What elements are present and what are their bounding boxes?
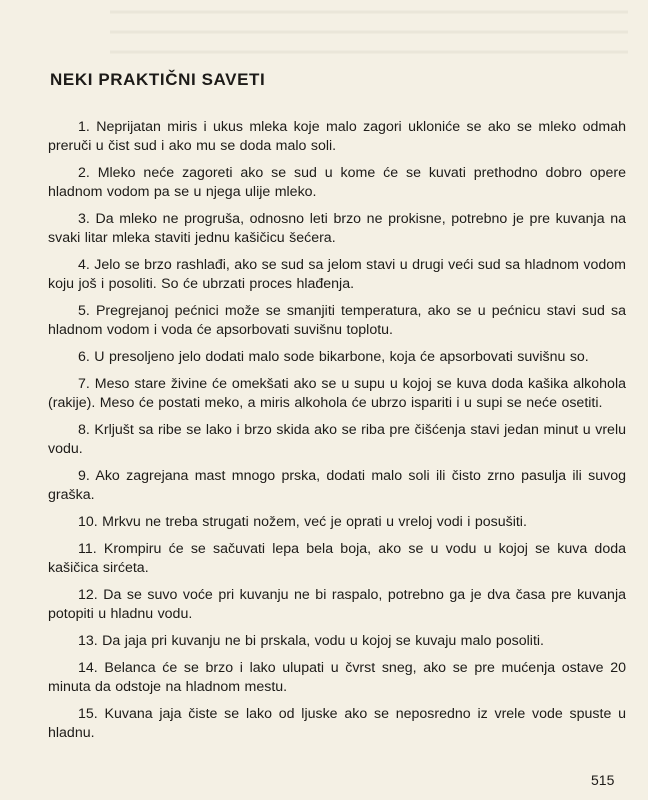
tip-paragraph: 9. Ako zagrejana mast mnogo prska, dodati malo soli ili čisto zrno pasulja ili suvog graška. xyxy=(48,468,626,503)
tip-paragraph: 4. Jelo se brzo rashlađi, ako se sud sa jelom stavi u drugi veći sud sa hladnom vodom koju još i posoliti. So će ubrzati proces hlađenja. xyxy=(48,257,626,292)
tip-paragraph: 12. Da se suvo voće pri kuvanju ne bi raspalo, potrebno ga je dva časa pre kuvanja potopiti u hladnu vodu. xyxy=(48,587,626,622)
tip-paragraph: 2. Mleko neće zagoreti ako se sud u kome će se kuvati prethodno dobro opere hladnom vodom pa se u njega ulije mleko. xyxy=(48,165,626,200)
tip-paragraph: 8. Krljušt sa ribe se lako i brzo skida ako se riba pre čišćenja stavi jedan minut u vrelu vodu. xyxy=(48,422,626,457)
tip-paragraph: 14. Belanca će se brzo i lako ulupati u čvrst sneg, ako se pre mućenja ostave 20 minuta da odstoje na hladnom mestu. xyxy=(48,660,626,695)
tip-paragraph: 6. U presoljeno jelo dodati malo sode bikarbone, koja će apsorbovati suvišnu so. xyxy=(78,349,589,365)
page-number: 515 xyxy=(591,772,615,788)
tip-paragraph: 13. Da jaja pri kuvanju ne bi prskala, vodu u kojoj se kuvaju malo posoliti. xyxy=(78,633,544,649)
tip-paragraph: 5. Pregrejanoj pećnici može se smanjiti temperatura, ako se u pećnicu stavi sud sa hladnom vodom i voda će apsorbovati suvišnu toplotu. xyxy=(48,303,626,338)
tip-paragraph: 3. Da mleko ne progruša, odnosno leti brzo ne prokisne, potrebno je pre kuvanja na svaki litar mleka staviti jednu kašičicu šećera. xyxy=(48,211,626,246)
tip-paragraph: 7. Meso stare živine će omekšati ako se u supu u kojoj se kuva doda kašika alkohola (rakije). Meso će postati meko, a miris alkohola će ubrzo ispariti i u supi se neće osetiti. xyxy=(48,376,626,411)
tip-paragraph: 1. Neprijatan miris i ukus mleka koje malo zagori ukloniće se ako se mleko odmah preruči u čist sud i ako mu se doda malo soli. xyxy=(48,119,626,154)
bleed-through-text xyxy=(110,0,628,64)
tips-list xyxy=(48,118,626,751)
tip-paragraph: 10. Mrkvu ne treba strugati nožem, već je oprati u vreloj vodi i posušiti. xyxy=(78,514,527,530)
tip-paragraph: 15. Kuvana jaja čiste se lako od ljuske ako se neposredno iz vrele vode spuste u hladnu. xyxy=(48,706,626,741)
page-title: NEKI PRAKTIČNI SAVETI xyxy=(50,70,266,89)
tip-paragraph: 11. Krompiru će se sačuvati lepa bela boja, ako se u vodu u kojoj se kuva doda kašičica sirćeta. xyxy=(48,541,626,576)
